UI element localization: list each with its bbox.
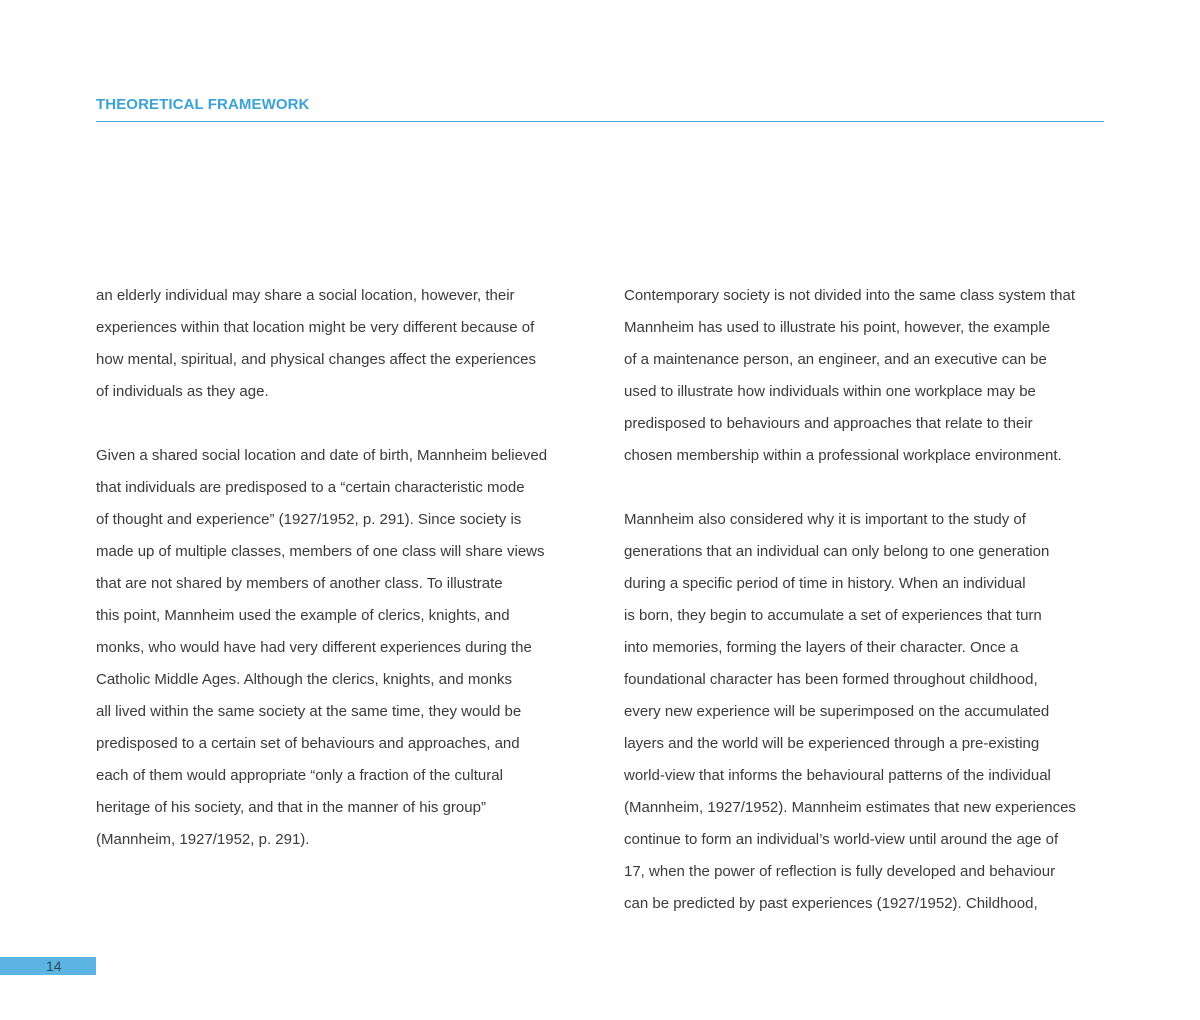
text-line: every new experience will be superimposed on the accumulated: [624, 703, 1050, 720]
text-line: all lived within the same society at the same time, they would be: [96, 703, 522, 720]
text-line: 17, when the power of reflection is fully developed and behaviour: [624, 863, 1056, 880]
text-line: each of them would appropriate “only a fraction of the cultural: [96, 767, 503, 784]
text-line: during a specific period of time in history. When an individual: [624, 575, 1026, 592]
text-line: that are not shared by members of another class. To illustrate: [96, 575, 503, 592]
text-line: this point, Mannheim used the example of clerics, knights, and: [96, 607, 510, 624]
text-line: predisposed to a certain set of behaviours and approaches, and: [96, 735, 520, 752]
text-line: experiences within that location might be very different because of: [96, 319, 535, 336]
text-line: continue to form an individual’s world-view until around the age of: [624, 831, 1059, 848]
text-line: chosen membership within a professional workplace environment.: [624, 447, 1062, 464]
text-line: of a maintenance person, an engineer, and an executive can be: [624, 351, 1047, 368]
text-line: (Mannheim, 1927/1952, p. 291).: [96, 831, 310, 848]
paragraph: [96, 440, 586, 856]
text-line: made up of multiple classes, members of one class will share views: [96, 543, 545, 560]
text-line: into memories, forming the layers of their character. Once a: [624, 639, 1019, 656]
text-line: Mannheim has used to illustrate his point, however, the example: [624, 319, 1051, 336]
text-line: Mannheim also considered why it is important to the study of: [624, 511, 1026, 528]
right-column: [624, 280, 1114, 920]
text-line: Catholic Middle Ages. Although the clerics, knights, and monks: [96, 671, 513, 688]
text-line: of thought and experience” (1927/1952, p. 291). Since society is: [96, 511, 522, 528]
text-line: predisposed to behaviours and approaches that relate to their: [624, 415, 1033, 432]
left-column: [96, 280, 586, 856]
text-line: world-view that informs the behavioural patterns of the individual: [624, 767, 1051, 784]
text-line: layers and the world will be experienced through a pre-existing: [624, 735, 1040, 752]
paragraph: [624, 280, 1114, 472]
text-line: generations that an individual can only belong to one generation: [624, 543, 1050, 560]
page-number: 14: [46, 958, 62, 974]
paragraph: [624, 504, 1114, 920]
text-line: is born, they begin to accumulate a set of experiences that turn: [624, 607, 1042, 624]
text-line: Contemporary society is not divided into the same class system that: [624, 287, 1076, 304]
text-line: used to illustrate how individuals within one workplace may be: [624, 383, 1036, 400]
section-title: THEORETICAL FRAMEWORK: [96, 96, 310, 113]
text-line: can be predicted by past experiences (1927/1952). Childhood,: [624, 895, 1038, 912]
paragraph-gap: [624, 472, 1114, 504]
text-line: that individuals are predisposed to a “certain characteristic mode: [96, 479, 525, 496]
text-line: foundational character has been formed throughout childhood,: [624, 671, 1038, 688]
text-line: Given a shared social location and date of birth, Mannheim believed: [96, 447, 548, 464]
text-line: an elderly individual may share a social location, however, their: [96, 287, 515, 304]
text-line: monks, who would have had very different experiences during the: [96, 639, 532, 656]
text-line: heritage of his society, and that in the manner of his group”: [96, 799, 486, 816]
paragraph: [96, 280, 586, 408]
page-number-tab: [0, 957, 96, 975]
text-line: of individuals as they age.: [96, 383, 269, 400]
text-line: how mental, spiritual, and physical changes affect the experiences: [96, 351, 536, 368]
text-line: (Mannheim, 1927/1952). Mannheim estimates that new experiences: [624, 799, 1076, 816]
paragraph-gap: [96, 408, 586, 440]
running-header: [96, 96, 1104, 122]
